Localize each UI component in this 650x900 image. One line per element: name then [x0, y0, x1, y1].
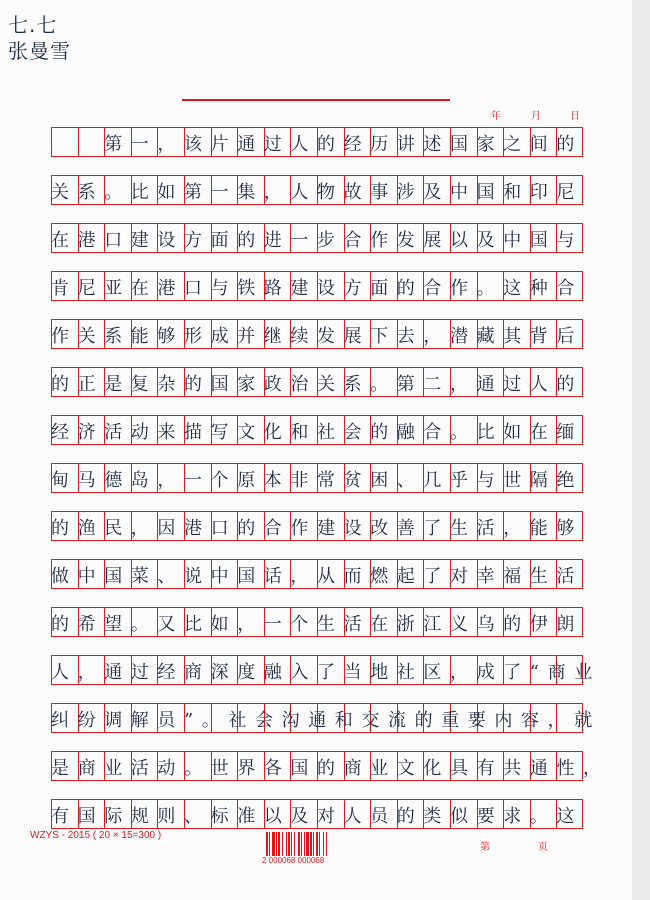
date-month-label: 月	[531, 111, 541, 122]
barcode-number: 2 000068 000068	[262, 856, 325, 865]
handwritten-line: 的正是复杂的国家政治关系。第二，通过人的	[51, 374, 583, 395]
handwritten-line: 人，通过经商深度融入了当地社区，成了“商业	[51, 662, 601, 683]
handwritten-line: 经济活动来描写文化和社会的融合。比如在缅	[51, 422, 583, 443]
margin-note-name: 张曼雪	[8, 39, 71, 63]
writing-grid	[51, 127, 610, 829]
page-label-di: 第	[480, 842, 490, 853]
page-label-ye: 页	[538, 842, 548, 853]
handwritten-line: 的希望。又比如，一个生活在浙江义乌的伊朗	[51, 614, 583, 635]
handwritten-line: 有国际规则、标准以及对人员的类似要求。这	[51, 806, 583, 827]
margin-note-date: 七.七	[8, 13, 58, 37]
barcode-icon	[266, 832, 346, 856]
grid-row	[51, 127, 583, 157]
grid-row	[51, 463, 583, 493]
grid-row	[51, 511, 583, 541]
handwritten-line: 纠纷调解员”。社会沟通和交流的重要内容，就	[51, 710, 601, 731]
title-rule	[182, 99, 450, 101]
grid-row	[51, 175, 583, 205]
handwritten-line: 做中国菜、说中国话，从而燃起了对幸福生活	[51, 566, 583, 587]
grid-row	[51, 271, 583, 301]
grid-row	[51, 655, 601, 685]
date-year-label: 年	[491, 111, 501, 122]
grid-row	[51, 703, 601, 733]
paper-spec: WZYS - 2015 ( 20 × 15=300 )	[30, 830, 162, 841]
grid-row	[51, 223, 583, 253]
grid-row	[51, 751, 610, 781]
grid-row	[51, 607, 583, 637]
handwritten-line: 第一，该片通过人的经历讲述国家之间的	[51, 134, 583, 155]
handwritten-line: 关系。比如第一集，人物故事涉及中国和印尼	[51, 182, 583, 203]
handwritten-line: 是商业活动。世界各国的商业文化具有共通性，	[51, 758, 610, 779]
handwritten-line: 的渔民，因港口的合作建设改善了生活，能够	[51, 518, 583, 539]
handwritten-line: 在港口建设方面的进一步合作发展以及中国与	[51, 230, 583, 251]
date-day-label: 日	[570, 111, 580, 122]
grid-row	[51, 799, 583, 829]
handwritten-line: 甸马德岛，一个原本非常贫困、几乎与世隔绝	[51, 470, 583, 491]
grid-row	[51, 319, 583, 349]
grid-row	[51, 415, 583, 445]
grid-row	[51, 367, 583, 397]
grid-row	[51, 559, 583, 589]
handwritten-line: 肯尼亚在港口与铁路建设方面的合作。这种合	[51, 278, 583, 299]
scan-edge	[632, 0, 650, 900]
handwritten-line: 作关系能够形成并继续发展下去，潜藏其背后	[51, 326, 583, 347]
